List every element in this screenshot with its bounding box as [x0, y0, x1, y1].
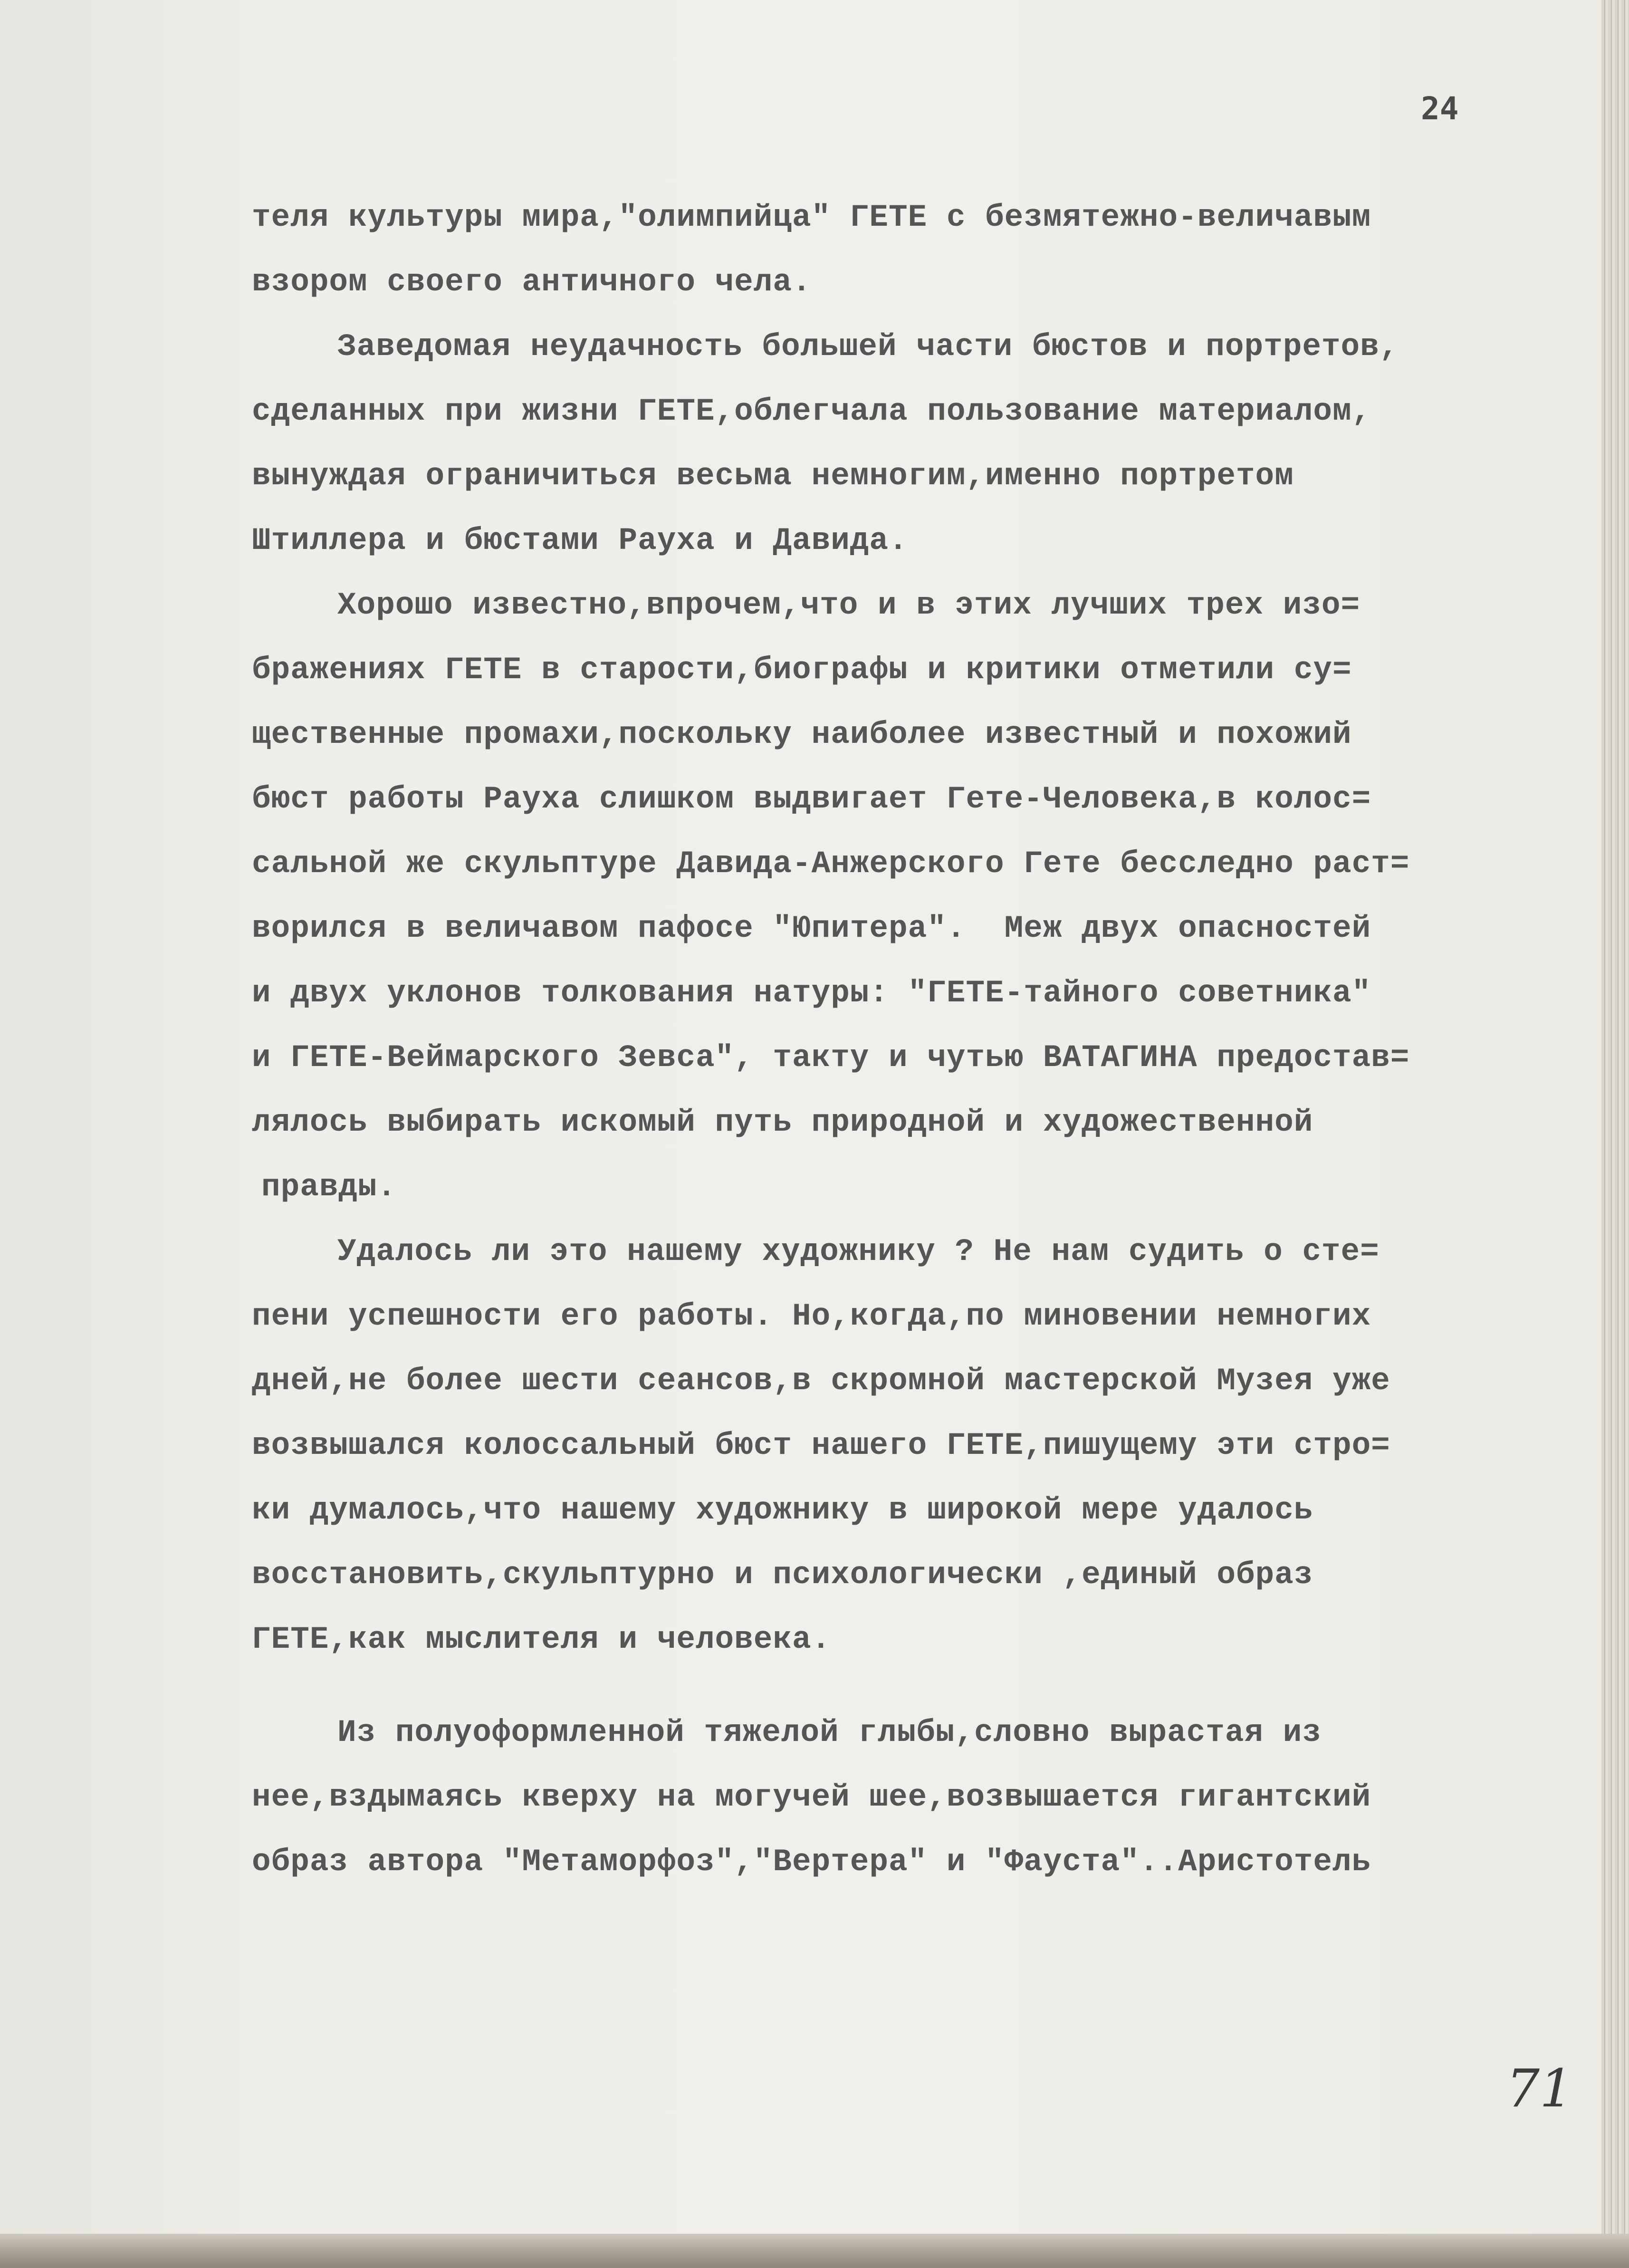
text-line: правды. [261, 1169, 397, 1205]
text-line: дней,не более шести сеансов,в скромной мастерской Музея уже [252, 1363, 1390, 1399]
text-line: пени успешности его работы. Но,когда,по миновении немногих [252, 1298, 1371, 1334]
text-line: взором своего античного чела. [252, 264, 812, 300]
text-line: бюст работы Рауха слишком выдвигает Гете-Человека,в колос= [252, 781, 1371, 817]
typed-text-body [252, 185, 1497, 1894]
text-line: бражениях ГЕТЕ в старости,биографы и критики отметили су= [252, 652, 1352, 688]
handwritten-archive-mark: 71 [1506, 2058, 1573, 2119]
text-line: Заведомая неудачность большей части бюстов и портретов, [337, 329, 1399, 365]
text-line: Хорошо известно,впрочем,что и в этих лучших трех изо= [337, 587, 1361, 623]
text-line: нее,вздымаясь кверху на могучей шее,возвышается гигантский [252, 1779, 1371, 1815]
text-line: ворился в величавом пафосе "Юпитера". Меж двух опасностей [252, 911, 1371, 946]
text-line: теля культуры мира,"олимпийца" ГЕТЕ с безмятежно-величавым [252, 200, 1371, 235]
text-line: и двух уклонов толкования натуры: "ГЕТЕ-тайного советника" [252, 975, 1371, 1011]
text-line: образ автора "Метаморфоз","Вертера" и "Фауста"..Аристотель [252, 1844, 1371, 1880]
text-line: сальной же скульптуре Давида-Анжерского Гете бесследно раст= [252, 846, 1410, 882]
text-line: восстановить,скульптурно и психологически ,единый образ [252, 1557, 1313, 1593]
stacked-pages-edge [1601, 0, 1629, 2268]
text-line: Штиллера и бюстами Рауха и Давида. [252, 523, 908, 558]
text-line: сделанных при жизни ГЕТЕ,облегчала пользование материалом, [252, 394, 1371, 429]
text-line: и ГЕТЕ-Веймарского Зевса", такту и чутью ВАТАГИНА предостав= [252, 1040, 1410, 1076]
text-line: Удалось ли это нашему художнику ? Не нам судить о сте= [337, 1234, 1380, 1269]
text-line: Из полуоформленной тяжелой глыбы,словно вырастая из [337, 1715, 1322, 1750]
text-line: лялось выбирать искомый путь природной и художественной [252, 1105, 1313, 1140]
text-line: щественные промахи,поскольку наиболее известный и похожий [252, 717, 1352, 752]
binding-bottom-edge [0, 2234, 1629, 2268]
text-line: вынуждая ограничиться весьма немногим,именно портретом [252, 458, 1294, 494]
text-line: ки думалось,что нашему художнику в широкой мере удалось [252, 1492, 1313, 1528]
page-number: 24 [1421, 90, 1459, 127]
text-line: возвышался колоссальный бюст нашего ГЕТЕ,пишущему эти стро= [252, 1428, 1390, 1463]
text-line: ГЕТЕ,как мыслителя и человека. [252, 1622, 831, 1657]
paragraph-gap [252, 1672, 1497, 1701]
